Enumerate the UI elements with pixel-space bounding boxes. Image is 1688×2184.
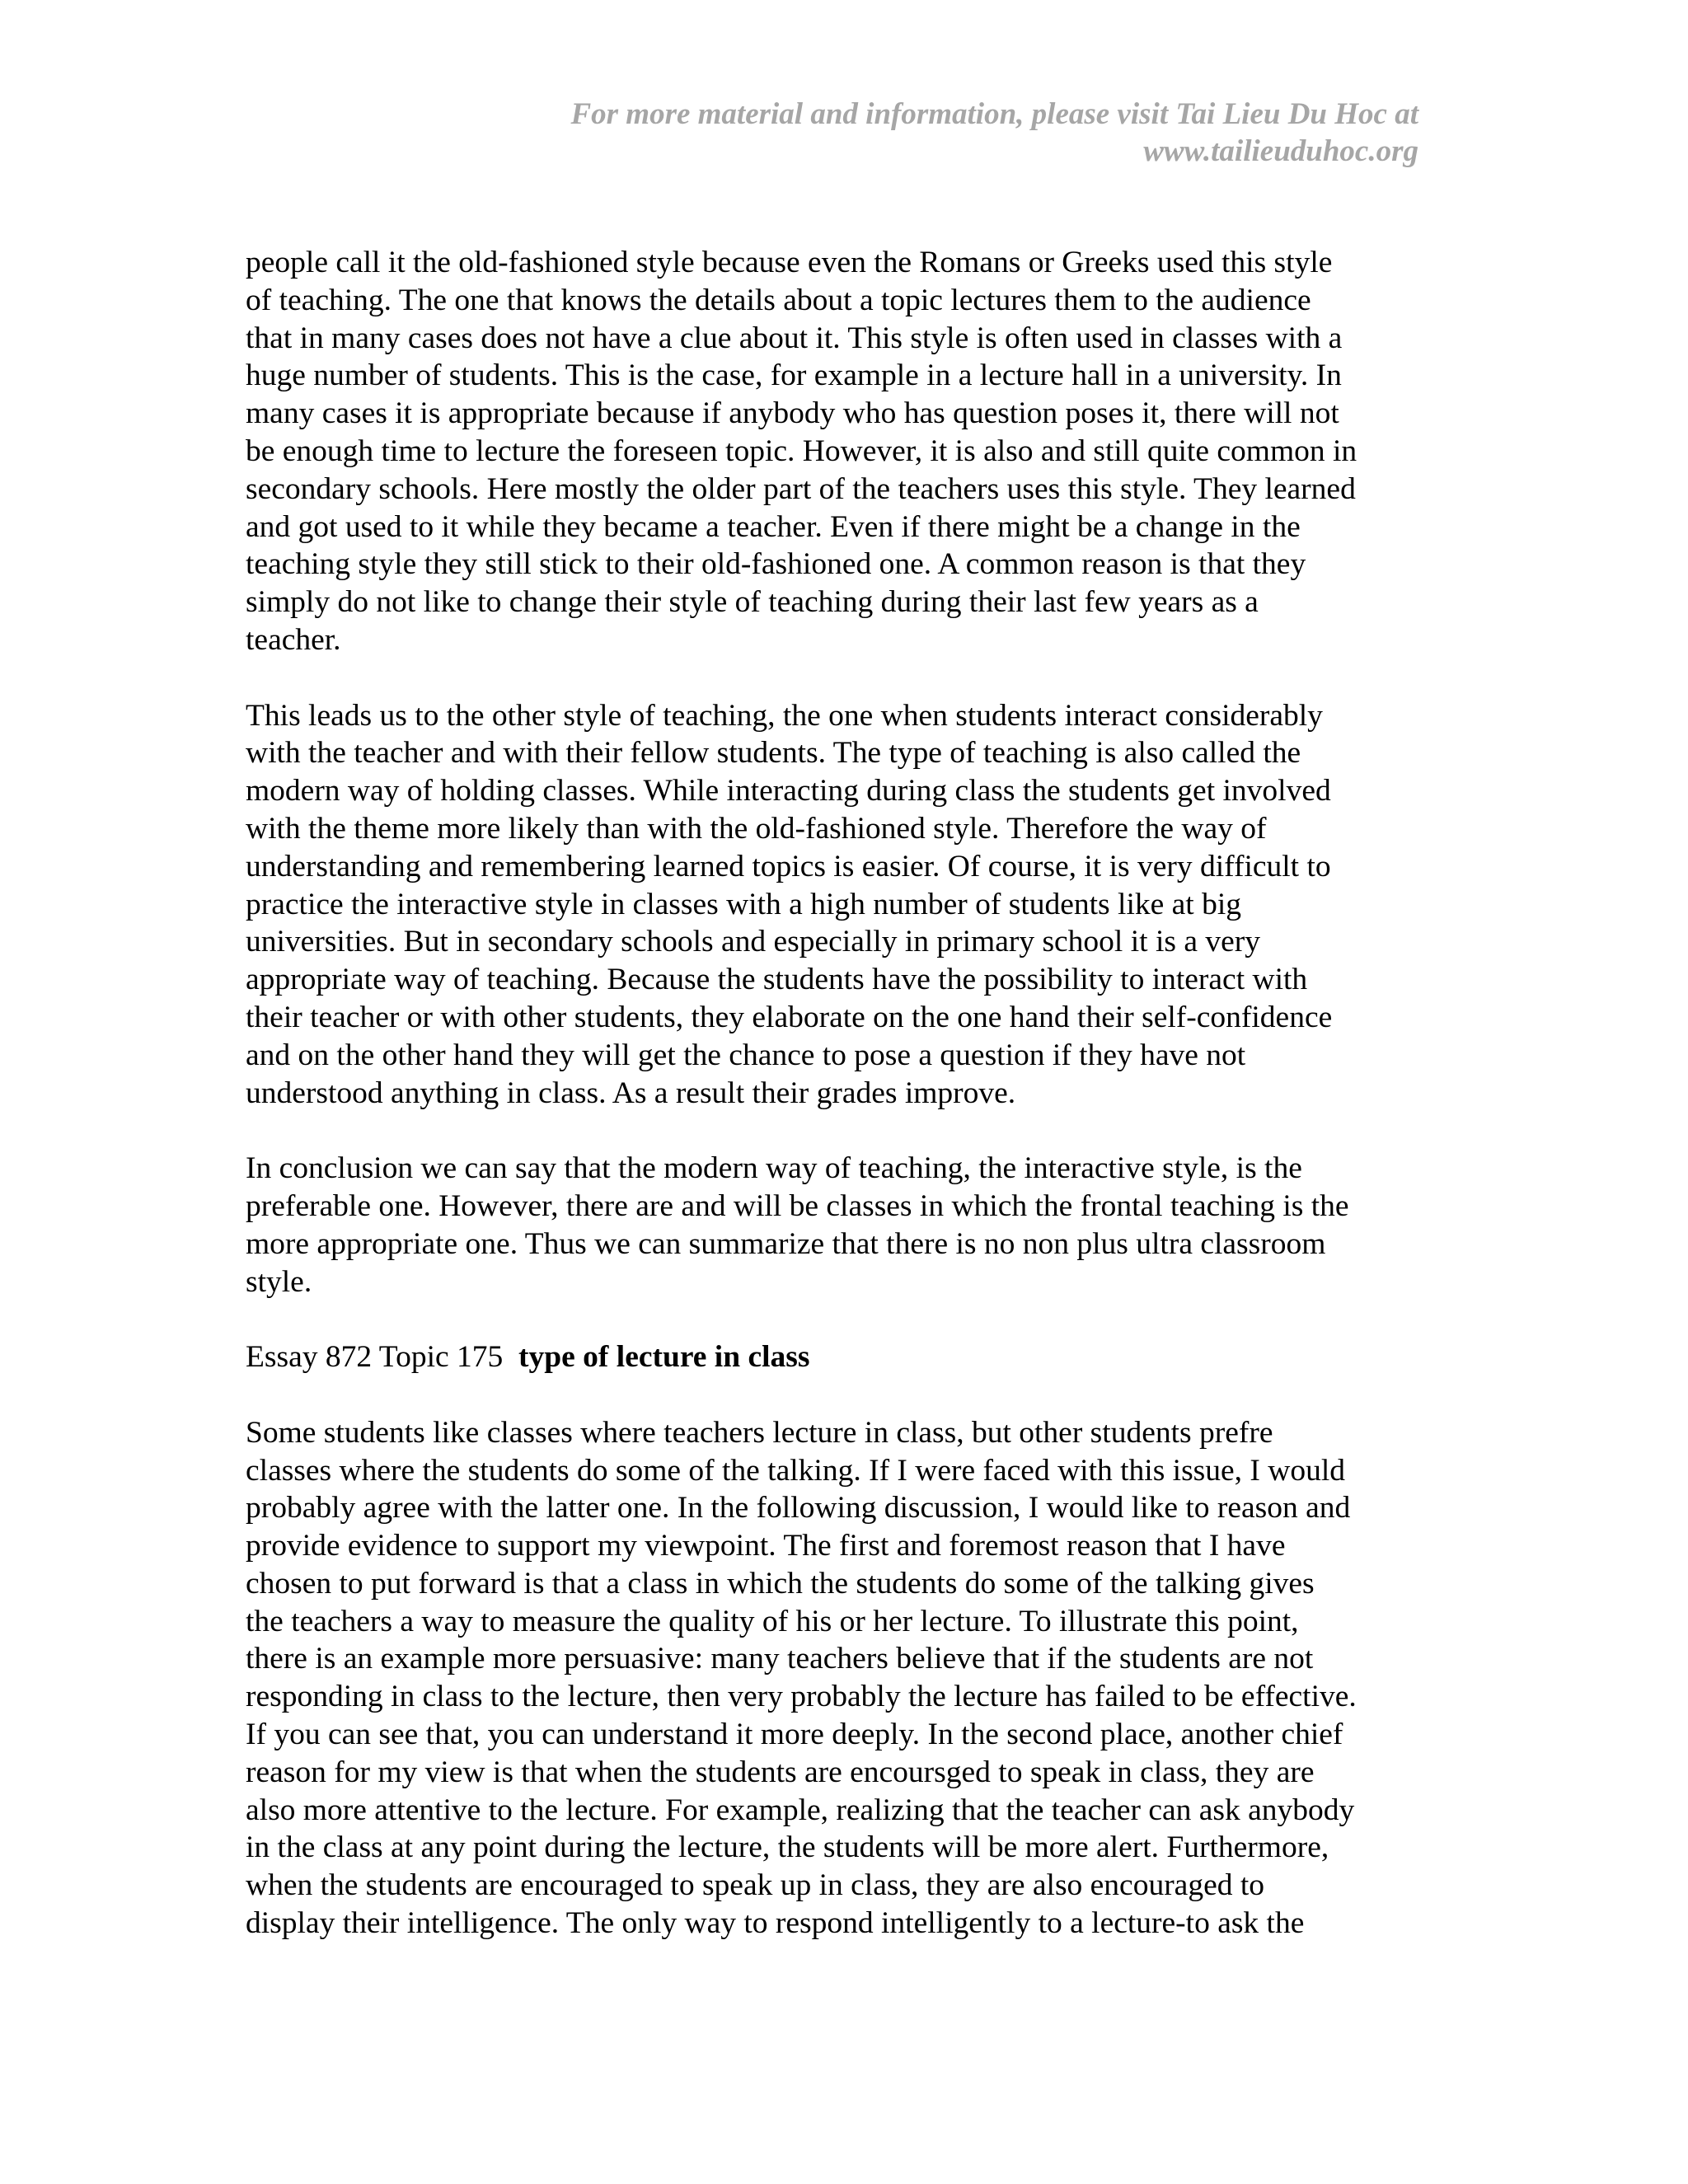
- paragraph-spacer: [246, 1301, 1449, 1338]
- text-line: responding in class to the lecture, then very probably the lecture has failed to be effective.: [246, 1680, 1357, 1714]
- text-line: in the class at any point during the lecture, the students will be more alert. Furthermore,: [246, 1830, 1329, 1865]
- text-line: and got used to it while they became a teacher. Even if there might be a change in the: [246, 509, 1301, 544]
- text-line: more appropriate one. Thus we can summarize that there is no non plus ultra classroom: [246, 1226, 1326, 1261]
- text-line: In conclusion we can say that the modern way of teaching, the interactive style, is the: [246, 1151, 1302, 1186]
- text-line: be enough time to lecture the foreseen topic. However, it is also and still quite common in: [246, 434, 1357, 468]
- text-line: chosen to put forward is that a class in which the students do some of the talking gives: [246, 1566, 1315, 1601]
- paragraph-3: [246, 1150, 1449, 1301]
- text-line: with the teacher and with their fellow students. The type of teaching is also called the: [246, 736, 1301, 771]
- text-line: provide evidence to support my viewpoint. The first and foremost reason that I have: [246, 1529, 1286, 1563]
- text-line: appropriate way of teaching. Because the students have the possibility to interact with: [246, 963, 1308, 997]
- paragraph-spacer: [246, 659, 1449, 697]
- essay-number: Essay 872 Topic 175: [246, 1340, 504, 1375]
- text-line: Some students like classes where teachers lecture in class, but other students prefre: [246, 1415, 1273, 1450]
- text-line: modern way of holding classes. While interacting during class the students get involved: [246, 774, 1331, 808]
- text-line: that in many cases does not have a clue about it. This style is often used in classes with a: [246, 321, 1343, 355]
- header-line-1: For more material and information, please visit Tai Lieu Du Hoc at: [570, 97, 1418, 131]
- text-line: people call it the old-fashioned style because even the Romans or Greeks used this style: [246, 246, 1333, 279]
- paragraph-1: [246, 244, 1449, 659]
- header-link[interactable]: www.tailieuduhoc.org: [1143, 134, 1418, 168]
- text-line: teaching style they still stick to their old-fashioned one. A common reason is that they: [246, 547, 1306, 582]
- text-line: their teacher or with other students, they elaborate on the one hand their self-confidence: [246, 1000, 1333, 1034]
- paragraph-spacer: [246, 1112, 1449, 1150]
- page-header-watermark: [265, 96, 1418, 170]
- text-line: many cases it is appropriate because if anybody who has question poses it, there will not: [246, 396, 1339, 431]
- paragraph-spacer: [246, 1376, 1449, 1414]
- document-body: [246, 244, 1449, 1943]
- text-line: also more attentive to the lecture. For example, realizing that the teacher can ask anybody: [246, 1793, 1355, 1827]
- text-line: of teaching. The one that knows the details about a topic lectures them to the audience: [246, 283, 1311, 317]
- essay-heading: [246, 1338, 1449, 1376]
- text-line: universities. But in secondary schools and especially in primary school it is a very: [246, 925, 1260, 959]
- paragraph-4: [246, 1414, 1449, 1943]
- text-line: huge number of students. This is the case, for example in a lecture hall in a university. In: [246, 359, 1342, 393]
- text-line: and on the other hand they will get the chance to pose a question if they have not: [246, 1038, 1246, 1072]
- text-line: there is an example more persuasive: many teachers believe that if the students are not: [246, 1642, 1314, 1676]
- text-line: with the theme more likely than with the old-fashioned style. Therefore the way of: [246, 811, 1267, 846]
- text-line: reason for my view is that when the students are encoursged to speak in class, they are: [246, 1755, 1315, 1789]
- text-line: display their intelligence. The only way to respond intelligently to a lecture-to ask the: [246, 1906, 1305, 1941]
- text-line: the teachers a way to measure the quality of his or her lecture. To illustrate this point,: [246, 1604, 1299, 1638]
- text-line: when the students are encouraged to speak up in class, they are also encouraged to: [246, 1868, 1265, 1903]
- text-line: teacher.: [246, 622, 341, 657]
- text-line: This leads us to the other style of teaching, the one when students interact considerably: [246, 698, 1323, 733]
- text-line: If you can see that, you can understand it more deeply. In the second place, another chief: [246, 1718, 1343, 1752]
- text-line: style.: [246, 1264, 312, 1299]
- text-line: understood anything in class. As a result their grades improve.: [246, 1076, 1016, 1110]
- paragraph-2: [246, 697, 1449, 1113]
- text-line: simply do not like to change their style of teaching during their last few years as a: [246, 585, 1259, 620]
- text-line: classes where the students do some of the talking. If I were faced with this issue, I would: [246, 1453, 1346, 1488]
- text-line: understanding and remembering learned topics is easier. Of course, it is very difficult to: [246, 849, 1331, 883]
- text-line: practice the interactive style in classes with a high number of students like at big: [246, 887, 1241, 921]
- text-line: probably agree with the latter one. In the following discussion, I would like to reason and: [246, 1491, 1351, 1526]
- text-line: preferable one. However, there are and will be classes in which the frontal teaching is the: [246, 1188, 1349, 1223]
- essay-title: type of lecture in class: [518, 1340, 810, 1375]
- text-line: secondary schools. Here mostly the older part of the teachers uses this style. They learned: [246, 471, 1356, 506]
